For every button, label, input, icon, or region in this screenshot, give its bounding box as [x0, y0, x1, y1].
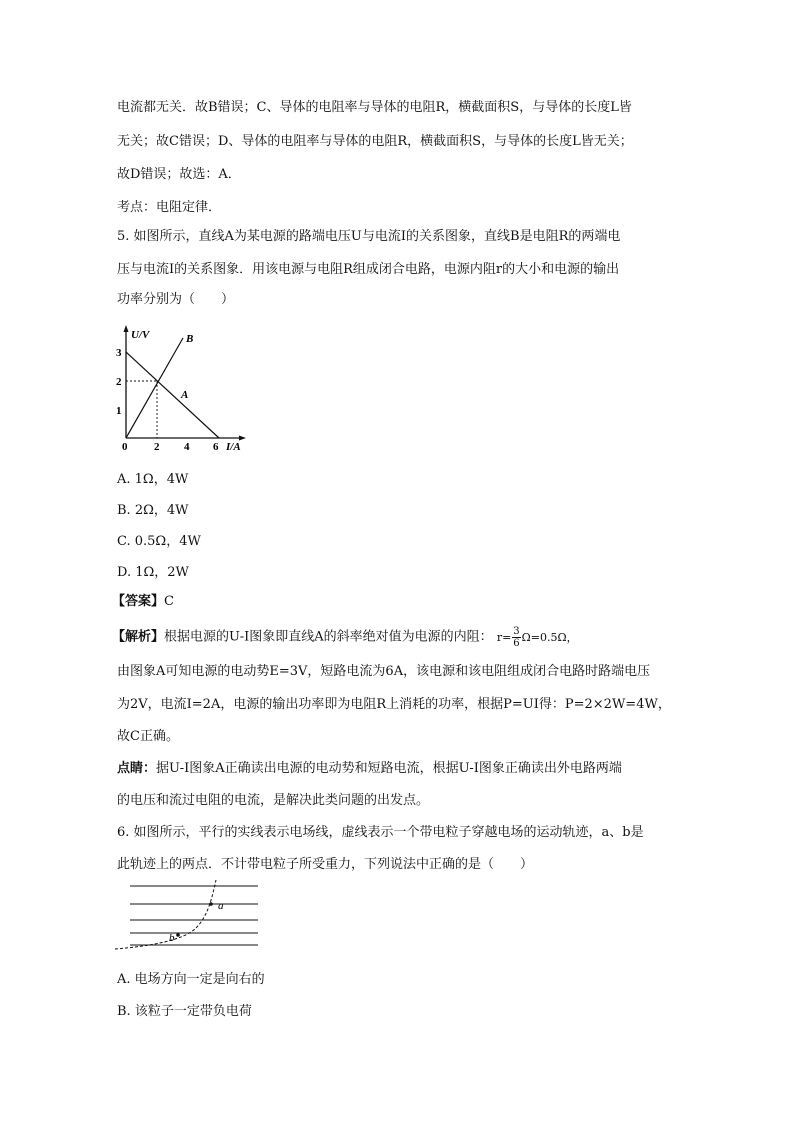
intro-line-1: 电流都无关．故B错误；C、导体的电阻率与导体的电阻R，横截面积S，与导体的长度L皆	[117, 100, 632, 115]
y-tick-3: 3	[116, 347, 122, 359]
q5-analysis-line-2: 由图象A可知电源的电动势E=3V，短路电流为6A，该电源和该电阻组成闭合电路时路端电压	[117, 664, 651, 679]
q5-analysis-line-4: 故C正确。	[117, 729, 179, 744]
q5-ui-graph	[112, 322, 252, 452]
formula	[496, 626, 578, 649]
y-axis-arrow	[124, 325, 129, 332]
x-tick-4: 4	[184, 441, 190, 452]
intro-line-2: 无关；故C错误；D、导体的电阻率与导体的电阻R，横截面积S，与导体的长度L皆无关；	[117, 134, 633, 149]
q5-analysis-line-3: 为2V，电流I=2A，电源的输出功率即为电阻R上消耗的功率，根据P=UI得：P=2×2W=4W，	[117, 697, 671, 712]
q5-tip-line-2: 的电压和流过电阻的电流，是解决此类问题的出发点。	[117, 793, 430, 808]
tip-tag: 点睛：	[117, 761, 157, 776]
line-a-label: A	[181, 389, 189, 401]
fraction-numerator: 3	[513, 626, 520, 637]
q5-answer	[112, 593, 174, 611]
point-b-dot	[176, 933, 180, 937]
x-axis-label: I/A	[226, 441, 241, 452]
answer-value: C	[164, 594, 174, 609]
x-axis-arrow	[239, 436, 246, 441]
y-axis-label: U/V	[131, 329, 150, 341]
q6-option-b: B. 该粒子一定带负电荷	[117, 1004, 252, 1019]
q5-tip-line-1	[117, 760, 622, 778]
fraction-denominator: 6	[513, 638, 520, 649]
q5-option-d: D. 1Ω，2W	[117, 565, 189, 580]
line-a	[126, 352, 219, 438]
q6-stem-line-1: 6. 如图所示，平行的实线表示电场线，虚线表示一个带电粒子穿越电场的运动轨迹，a、b是	[117, 825, 644, 840]
q5-stem-line-1: 5. 如图所示，直线A为某电源的路端电压U与电流I的关系图象，直线B是电阻R的两端电	[117, 229, 621, 244]
q5-stem-line-3: 功率分别为（ ）	[117, 292, 235, 307]
tip-text: 据U-I图象A正确读出电源的电动势和短路电流，根据U-I图象正确读出外电路两端	[156, 761, 622, 776]
q5-option-b: B. 2Ω，4W	[117, 503, 189, 518]
x-tick-6: 6	[213, 441, 219, 452]
q6-stem-line-2: 此轨迹上的两点．不计带电粒子所受重力，下列说法中正确的是（ ）	[117, 857, 534, 872]
intro-line-3: 故D错误；故选：A．	[117, 167, 241, 182]
q5-stem-line-2: 压与电流I的关系图象．用该电源与电阻R组成闭合电路，电源内阻r的大小和电源的输出	[117, 262, 620, 277]
q5-analysis-line-1	[112, 626, 578, 649]
point-b-label: b	[169, 932, 175, 944]
line-b-label: B	[186, 333, 194, 345]
x-tick-2: 2	[154, 441, 160, 452]
q6-field-figure	[112, 876, 264, 952]
trajectory	[115, 880, 216, 949]
formula-lhs: r=	[496, 630, 512, 644]
answer-tag: 【答案】	[112, 594, 165, 609]
q5-option-a: A. 1Ω，4W	[117, 472, 189, 487]
formula-rhs: Ω=0.5Ω，	[521, 630, 578, 644]
q5-option-c: C. 0.5Ω，4W	[117, 534, 201, 549]
analysis-text: 根据电源的U-I图象即直线A的斜率绝对值为电源的内阻：	[164, 629, 493, 645]
y-tick-2: 2	[116, 376, 122, 388]
y-tick-1: 1	[116, 405, 122, 417]
q6-option-a: A. 电场方向一定是向右的	[117, 972, 265, 987]
point-a-label: a	[218, 900, 224, 912]
point-a-dot	[209, 902, 213, 906]
formula-fraction	[512, 626, 520, 649]
origin-label: 0	[122, 441, 128, 452]
line-b	[126, 338, 183, 438]
analysis-tag: 【解析】	[112, 629, 165, 645]
intro-kaodian: 考点：电阻定律．	[117, 200, 222, 215]
